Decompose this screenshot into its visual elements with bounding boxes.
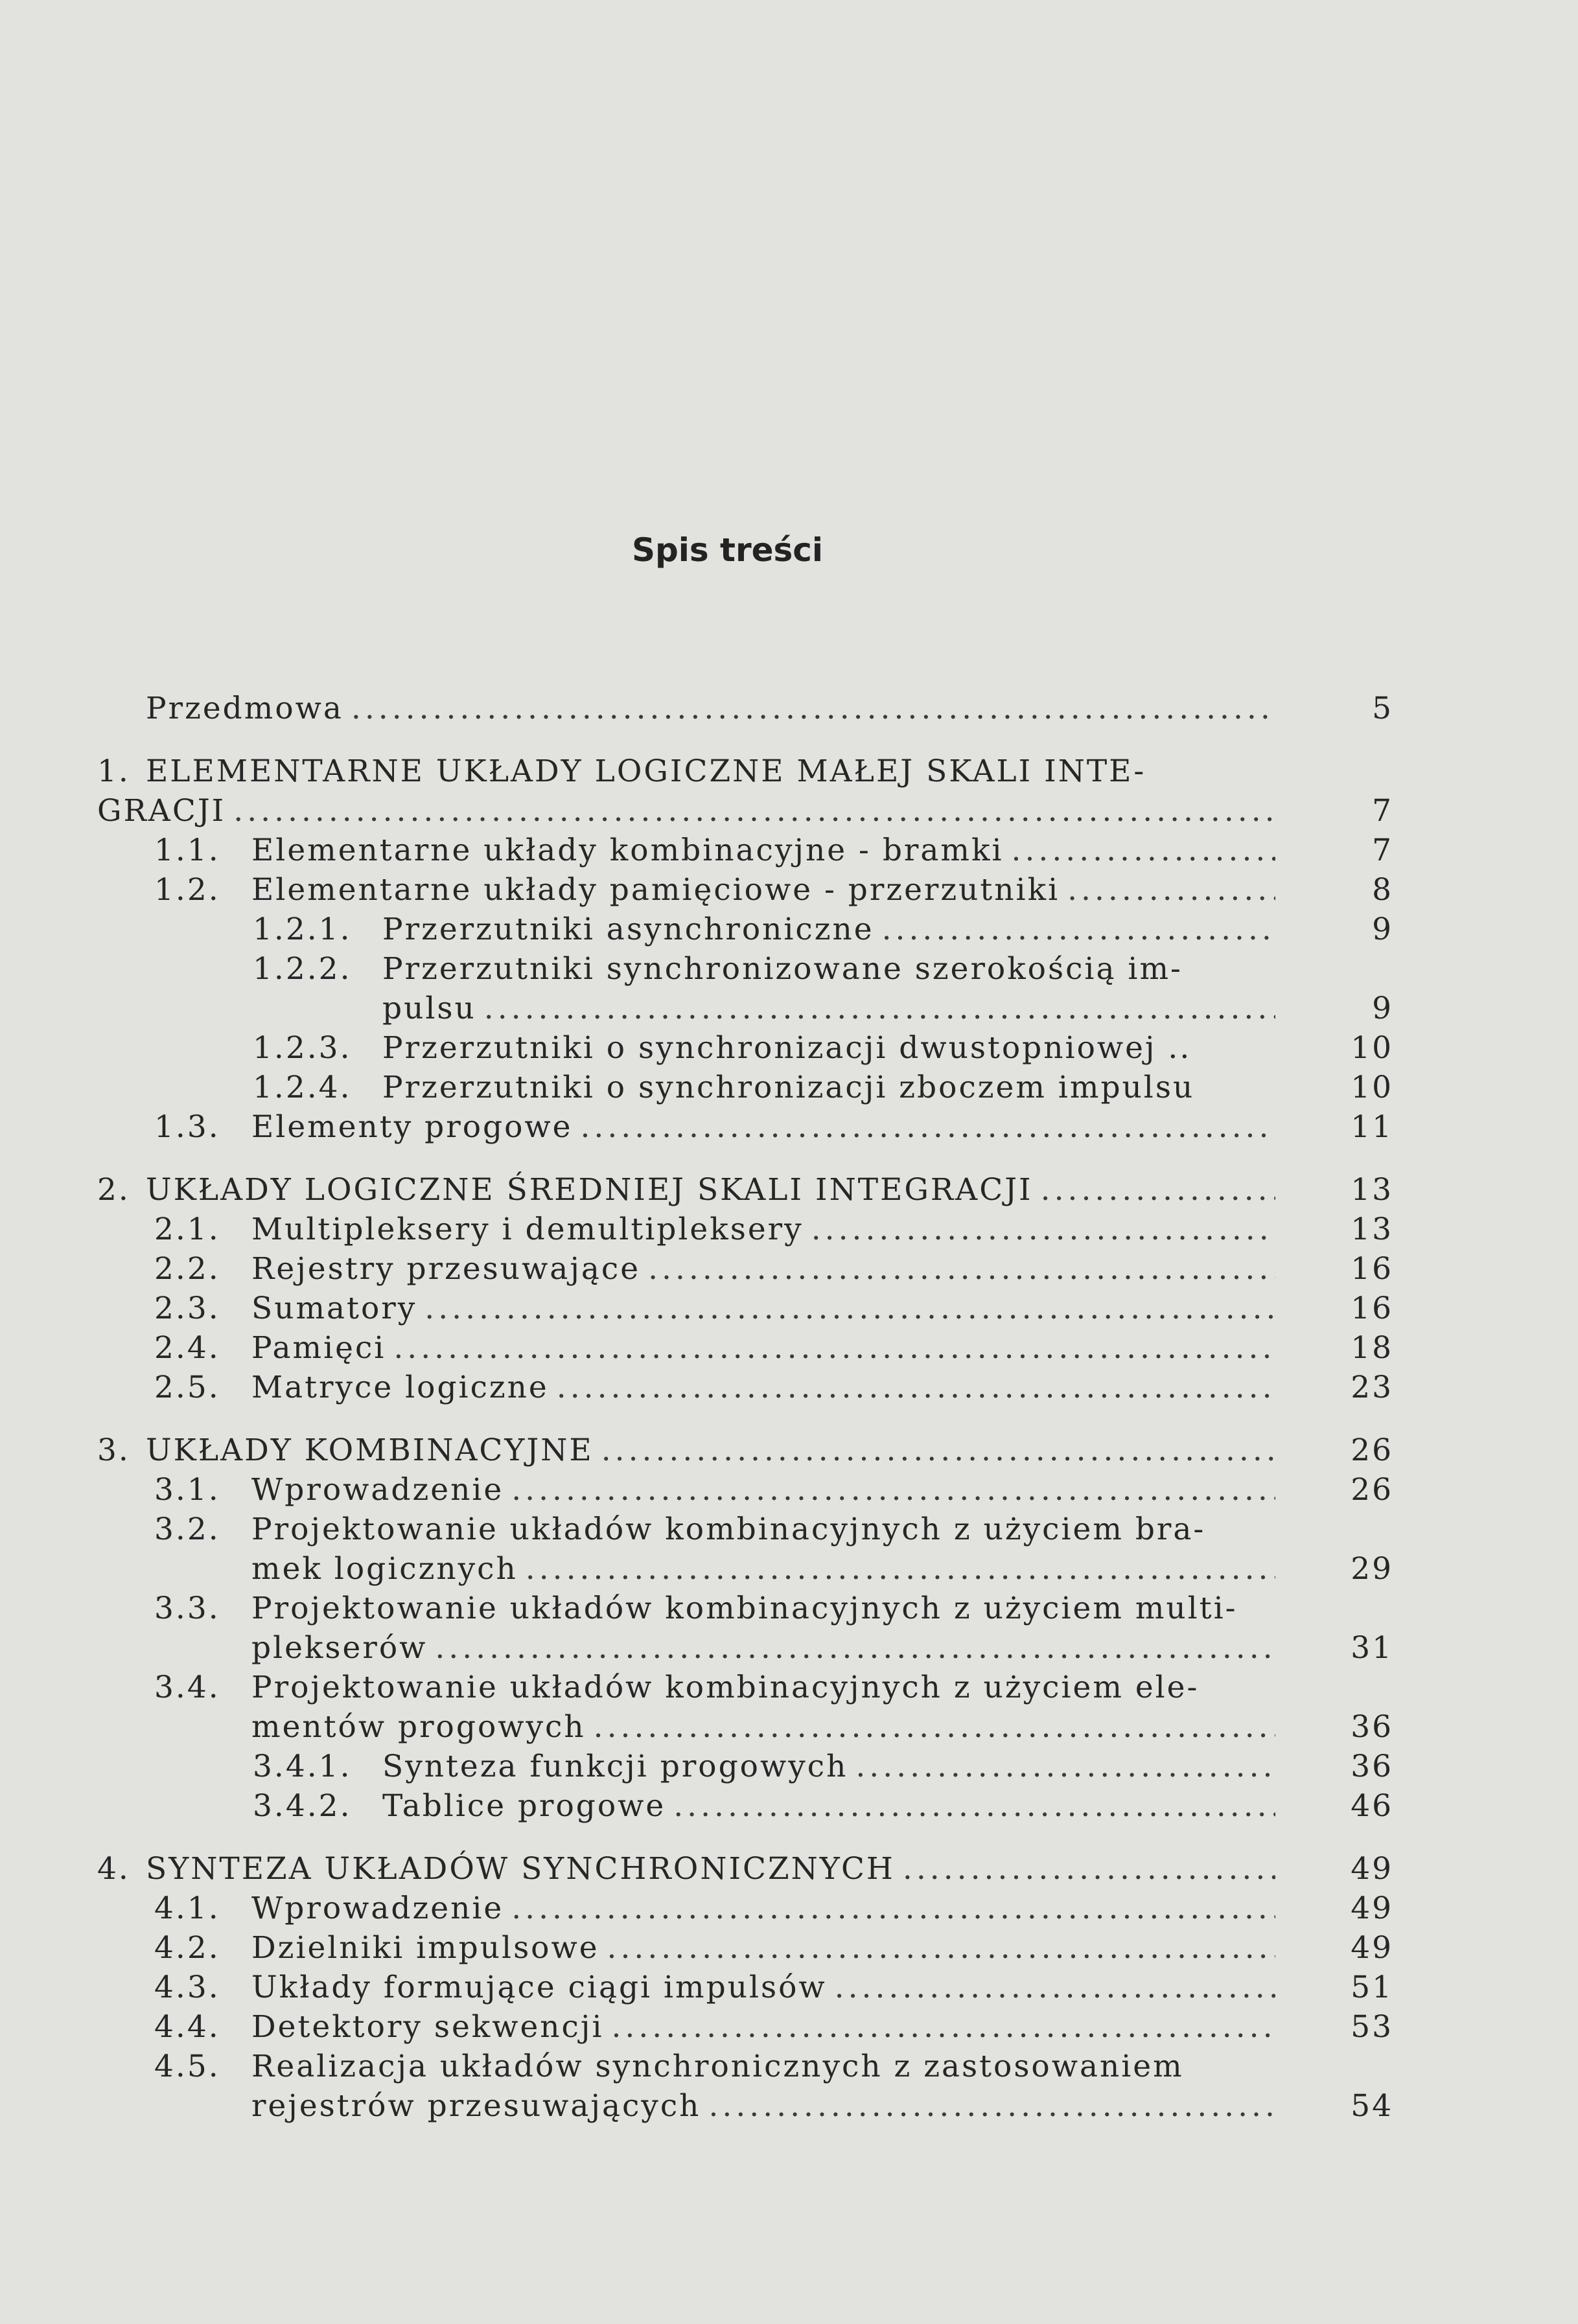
toc-entry-number: 2. [97, 1172, 130, 1208]
toc-entry-number: 1.2.1. [253, 912, 352, 947]
toc-entry-title: Przerzutniki o synchronizacji dwustopniowej .. [382, 1030, 1192, 1066]
toc-entry-title: Przerzutniki asynchroniczne [382, 912, 874, 947]
toc-entry-title: Przerzutniki o synchronizacji zboczem impulsu [382, 1070, 1195, 1105]
toc-entry-number: 2.3. [154, 1291, 220, 1326]
toc-entry-number: 3.4. [154, 1670, 220, 1705]
dot-leader [708, 2088, 1275, 2124]
toc-entry-number: 4.5. [154, 2049, 220, 2084]
toc-entry-page: 26 [1351, 1472, 1393, 1508]
dot-leader [1041, 1172, 1275, 1208]
toc-entry [97, 1887, 1393, 1926]
toc-entry-number: 1.3. [154, 1109, 220, 1145]
toc-entry-number: 3.4.1. [253, 1749, 352, 1784]
dot-leader [855, 1749, 1275, 1784]
toc-entry [97, 1168, 1393, 1208]
toc-entry-title: plekserów [251, 1630, 428, 1666]
dot-leader [424, 1291, 1275, 1326]
toc-entry-title: Elementy progowe [251, 1109, 573, 1145]
toc-entry-page: 49 [1351, 1930, 1393, 1966]
toc-entry-page: 53 [1351, 2009, 1393, 2045]
toc-entry-number: 1. [97, 754, 130, 789]
toc-entry-number: 1.1. [154, 833, 220, 868]
toc-entry-number: 1.2.3. [253, 1030, 352, 1066]
toc-entry [97, 1745, 1393, 1784]
toc-entry-title: Przerzutniki synchronizowane szerokością im- [382, 951, 1183, 987]
toc-entry-page: 26 [1351, 1432, 1393, 1468]
page-title: Spis treści [631, 531, 824, 569]
toc-entry-number: 2.2. [154, 1251, 220, 1287]
toc-entry-title: SYNTEZA UKŁADÓW SYNCHRONICZNYCH [146, 1851, 895, 1887]
toc-entry-number: 3.4.2. [253, 1788, 352, 1824]
toc-entry [97, 1784, 1393, 1824]
dot-leader [594, 1709, 1275, 1745]
toc-entry-number: 2.1. [154, 1212, 220, 1247]
dot-leader [611, 2009, 1275, 2045]
toc-entry [97, 1247, 1393, 1287]
toc-entry-title: Układy formujące ciągi impulsów [251, 1970, 827, 2005]
toc-entry-title: Rejestry przesuwające [251, 1251, 641, 1287]
toc-entry-page: 10 [1351, 1030, 1393, 1066]
toc-entry-number: 4.2. [154, 1930, 220, 1966]
toc-entry-page: 18 [1351, 1330, 1393, 1366]
toc-entry-page: 13 [1351, 1172, 1393, 1208]
dot-leader [673, 1788, 1275, 1824]
toc-entry-title: Projektowanie układów kombinacyjnych z użyciem ele- [251, 1670, 1200, 1705]
toc-entry [97, 1587, 1393, 1666]
toc-entry-number: 4.1. [154, 1891, 220, 1926]
dot-leader [835, 1970, 1275, 2005]
dot-leader [351, 691, 1275, 726]
toc-entry-page: 8 [1372, 872, 1393, 908]
dot-leader [648, 1251, 1275, 1287]
toc-entry-title: Sumatory [251, 1291, 417, 1326]
toc-entry-title: Projektowanie układów kombinacyjnych z użyciem multi- [251, 1591, 1238, 1626]
dot-leader [811, 1212, 1275, 1247]
toc-entry-title: Wprowadzenie [251, 1891, 504, 1926]
toc-entry-title: UKŁADY KOMBINACYJNE [146, 1432, 594, 1468]
toc-entry-number: 3. [97, 1432, 130, 1468]
toc-entry-title: UKŁADY LOGICZNE ŚREDNIEJ SKALI INTEGRACJI [146, 1172, 1033, 1208]
table-of-contents [97, 687, 1393, 2124]
toc-entry [97, 750, 1393, 829]
toc-entry-title: Pamięci [251, 1330, 386, 1366]
dot-leader [511, 1891, 1275, 1926]
toc-entry-page: 36 [1351, 1709, 1393, 1745]
toc-entry-page: 16 [1351, 1251, 1393, 1287]
dot-leader [1067, 872, 1275, 908]
dot-leader [1012, 833, 1276, 868]
toc-entry-title: Dzielniki impulsowe [251, 1930, 599, 1966]
toc-entry [97, 1366, 1393, 1405]
dot-leader [601, 1432, 1275, 1468]
toc-entry-page: 49 [1351, 1891, 1393, 1926]
toc-entry [97, 1208, 1393, 1247]
toc-entry-number: 1.2. [154, 872, 220, 908]
dot-leader [882, 912, 1275, 947]
toc-entry-title: Elementarne układy pamięciowe - przerzutniki [251, 872, 1060, 908]
toc-entry-title: Projektowanie układów kombinacyjnych z użyciem bra- [251, 1512, 1206, 1547]
toc-entry [97, 1429, 1393, 1468]
toc-entry-page: 51 [1351, 1970, 1393, 2005]
toc-entry-page: 36 [1351, 1749, 1393, 1784]
toc-entry-page: 46 [1351, 1788, 1393, 1824]
toc-entry-page: 11 [1351, 1109, 1393, 1145]
toc-entry [97, 1508, 1393, 1587]
toc-entry-title: pulsu [382, 991, 476, 1026]
toc-entry [97, 1066, 1393, 1105]
toc-entry [97, 1926, 1393, 1966]
toc-entry [97, 947, 1393, 1026]
toc-entry-page: 7 [1372, 793, 1393, 829]
dot-leader [526, 1551, 1275, 1587]
toc-entry-title: Detektory sekwencji [251, 2009, 604, 2045]
toc-entry-page: 31 [1351, 1630, 1393, 1666]
toc-entry-title: GRACJI [97, 793, 226, 829]
dot-leader [580, 1109, 1275, 1145]
dot-leader [393, 1330, 1275, 1366]
toc-entry [97, 1966, 1393, 2005]
toc-entry [97, 1847, 1393, 1887]
toc-entry [97, 1105, 1393, 1145]
toc-entry-number: 2.5. [154, 1370, 220, 1405]
toc-entry-title: Realizacja układów synchronicznych z zastosowaniem [251, 2049, 1184, 2084]
dot-leader [557, 1370, 1275, 1405]
toc-entry [97, 868, 1393, 908]
toc-entry [97, 2045, 1393, 2124]
dot-leader [511, 1472, 1275, 1508]
toc-entry-page: 13 [1351, 1212, 1393, 1247]
toc-entry-title: Synteza funkcji progowych [382, 1749, 848, 1784]
toc-entry-page: 16 [1351, 1291, 1393, 1326]
toc-entry-title: mek logicznych [251, 1551, 518, 1587]
toc-entry-page: 23 [1351, 1370, 1393, 1405]
toc-entry-number: 4.4. [154, 2009, 220, 2045]
toc-entry-page: 49 [1351, 1851, 1393, 1887]
toc-entry-page: 54 [1351, 2088, 1393, 2124]
toc-entry-number: 3.1. [154, 1472, 220, 1508]
toc-entry-page: 7 [1372, 833, 1393, 868]
dot-leader [484, 991, 1275, 1026]
toc-entry-title: ELEMENTARNE UKŁADY LOGICZNE MAŁEJ SKALI INTE- [146, 754, 1146, 789]
toc-entry-number: 4.3. [154, 1970, 220, 2005]
dot-leader [607, 1930, 1275, 1966]
toc-entry [97, 829, 1393, 868]
toc-entry [97, 1326, 1393, 1366]
toc-entry-number: 1.2.4. [253, 1070, 352, 1105]
dot-leader [233, 793, 1275, 829]
toc-entry [97, 1468, 1393, 1508]
toc-entry-title: Tablice progowe [382, 1788, 666, 1824]
toc-entry [97, 1666, 1393, 1745]
dot-leader [903, 1851, 1275, 1887]
toc-entry-title: Matryce logiczne [251, 1370, 549, 1405]
toc-entry-number: 2.4. [154, 1330, 220, 1366]
toc-entry-title: rejestrów przesuwających [251, 2088, 701, 2124]
toc-entry-number: 1.2.2. [253, 951, 352, 987]
toc-entry [97, 908, 1393, 947]
toc-entry-page: 10 [1351, 1070, 1393, 1105]
toc-entry-number: 4. [97, 1851, 130, 1887]
toc-entry-title: Wprowadzenie [251, 1472, 504, 1508]
toc-entry-number: 3.3. [154, 1591, 220, 1626]
toc-entry [97, 1287, 1393, 1326]
dot-leader [435, 1630, 1275, 1666]
toc-entry-title: Elementarne układy kombinacyjne - bramki [251, 833, 1004, 868]
toc-entry-title: Przedmowa [146, 691, 343, 726]
toc-entry-number: 3.2. [154, 1512, 220, 1547]
toc-entry-page: 9 [1372, 912, 1393, 947]
toc-entry [97, 2005, 1393, 2045]
toc-entry [97, 687, 1393, 726]
toc-entry-title: Multipleksery i demultipleksery [251, 1212, 804, 1247]
toc-entry-page: 5 [1372, 691, 1393, 726]
toc-entry [97, 1026, 1393, 1066]
toc-entry-page: 29 [1351, 1551, 1393, 1587]
toc-entry-page: 9 [1372, 991, 1393, 1026]
toc-entry-title: mentów progowych [251, 1709, 586, 1745]
